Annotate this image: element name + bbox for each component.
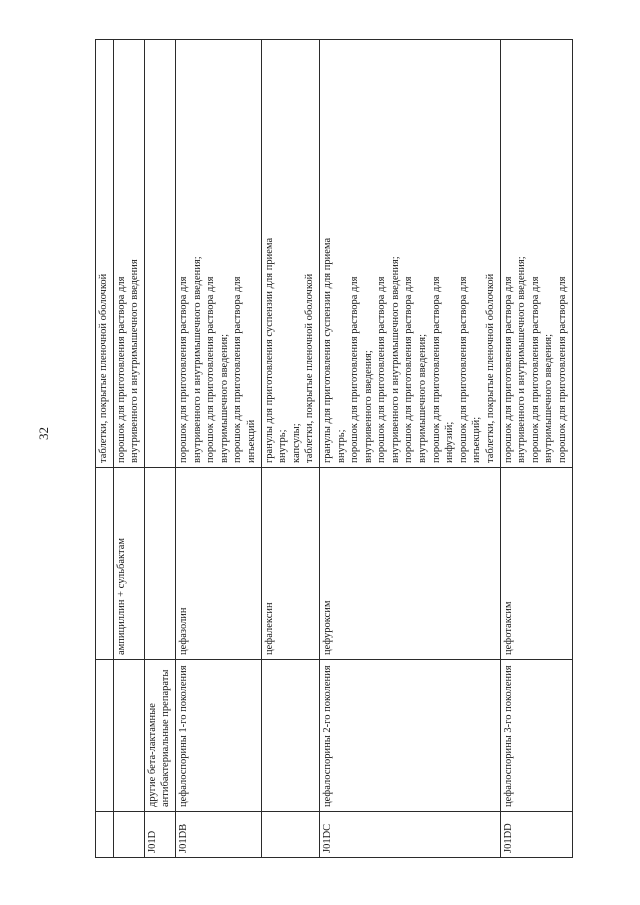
dosage-forms-cell-line: внутривенного и внутримышечного введения; bbox=[389, 256, 401, 463]
dosage-forms-cell bbox=[144, 40, 175, 468]
atc-code-cell bbox=[113, 812, 144, 858]
table-row bbox=[113, 40, 144, 858]
dosage-forms-cell bbox=[319, 40, 500, 468]
dosage-forms-cell bbox=[500, 40, 572, 468]
dosage-forms-cell-line: внутривенного и внутримышечного введения bbox=[129, 259, 141, 463]
dosage-forms-cell-line: порошок для приготовления раствора для bbox=[557, 276, 568, 463]
group-name-cell bbox=[319, 660, 500, 812]
atc-code-cell bbox=[261, 812, 319, 858]
dosage-forms-cell-line: внутривенного и внутримышечного введения; bbox=[516, 256, 528, 463]
group-name-cell bbox=[144, 660, 175, 812]
table-row bbox=[175, 40, 261, 858]
dosage-forms-cell bbox=[113, 40, 144, 468]
dosage-forms-cell bbox=[96, 40, 114, 468]
atc-code-cell: J01DD bbox=[500, 812, 572, 858]
dosage-forms-cell-line: таблетки, покрытые пленочной оболочкой bbox=[304, 273, 316, 463]
dosage-forms-cell-line: внутримышечного введения; bbox=[543, 333, 555, 463]
atc-code-cell: J01D bbox=[144, 812, 175, 858]
group-name-cell-line: другие бета-лактамные bbox=[146, 703, 158, 807]
group-name-cell-line: цефалоспорины 2-го поколения bbox=[321, 665, 333, 807]
dosage-forms-cell-line: таблетки, покрытые пленочной оболочкой bbox=[485, 273, 497, 463]
dosage-forms-cell-line: гранулы для приготовления суспензии для приема bbox=[263, 237, 275, 463]
group-name-cell bbox=[175, 660, 261, 812]
atc-code-cell bbox=[96, 812, 114, 858]
dosage-forms-cell-line: внутрь; bbox=[277, 429, 289, 463]
atc-code-cell: J01DB bbox=[175, 812, 261, 858]
drug-name-cell: цефотаксим bbox=[500, 468, 572, 660]
dosage-forms-cell-line: инъекций bbox=[245, 419, 257, 463]
group-name-cell-line: цефалоспорины 3-го поколения bbox=[502, 665, 514, 807]
drug-name-cell bbox=[96, 468, 114, 660]
group-name-cell-line: цефалоспорины 1-го поколения bbox=[177, 665, 189, 807]
dosage-forms-cell bbox=[175, 40, 261, 468]
dosage-forms-cell-line: внутрь; bbox=[335, 429, 347, 463]
dosage-forms-cell-line: порошок для приготовления раствора для bbox=[115, 276, 127, 463]
dosage-forms-cell-line: гранулы для приготовления суспензии для приема bbox=[321, 237, 333, 463]
group-name-cell-line: антибактериальные препараты bbox=[160, 669, 172, 807]
dosage-forms-cell-line: капсулы; bbox=[290, 423, 302, 463]
atc-table-body bbox=[96, 40, 573, 858]
drug-name-cell: цефалексин bbox=[261, 468, 319, 660]
dosage-forms-cell-line: внутривенного и внутримышечного введения; bbox=[191, 256, 203, 463]
dosage-forms-cell-line: порошок для приготовления раствора для bbox=[349, 276, 361, 463]
group-name-cell bbox=[261, 660, 319, 812]
drug-name-cell: цефазолин bbox=[175, 468, 261, 660]
rotated-page-content bbox=[95, 40, 603, 858]
table-row bbox=[500, 40, 572, 858]
table-row bbox=[96, 40, 114, 858]
dosage-forms-cell-line: внутримышечного введения; bbox=[417, 333, 429, 463]
atc-drug-table bbox=[95, 39, 573, 858]
table-row bbox=[261, 40, 319, 858]
table-row bbox=[319, 40, 500, 858]
drug-name-cell: ампициллин + сульбактам bbox=[113, 468, 144, 660]
dosage-forms-cell-line: инфузий; bbox=[444, 421, 456, 463]
dosage-forms-cell-line: инъекций; bbox=[471, 416, 483, 463]
dosage-forms-cell-line: порошок для приготовления раствора для bbox=[430, 276, 442, 463]
dosage-forms-cell-line: порошок для приготовления раствора для bbox=[502, 276, 514, 463]
atc-code-cell: J01DC bbox=[319, 812, 500, 858]
group-name-cell bbox=[113, 660, 144, 812]
dosage-forms-cell-line: порошок для приготовления раствора для bbox=[205, 276, 217, 463]
group-name-cell bbox=[96, 660, 114, 812]
table-row bbox=[144, 40, 175, 858]
dosage-forms-cell-line: порошок для приготовления раствора для bbox=[177, 276, 189, 463]
dosage-forms-cell-line: порошок для приготовления раствора для bbox=[376, 276, 388, 463]
dosage-forms-cell-line: внутривенного введения; bbox=[362, 350, 374, 463]
dosage-forms-cell-line: порошок для приготовления раствора для bbox=[403, 276, 415, 463]
dosage-forms-cell-line: внутримышечного введения; bbox=[218, 333, 230, 463]
dosage-forms-cell-line: порошок для приготовления раствора для bbox=[529, 276, 541, 463]
dosage-forms-cell bbox=[261, 40, 319, 468]
dosage-forms-cell-line: таблетки, покрытые пленочной оболочкой bbox=[98, 273, 109, 463]
page-number: 32 bbox=[36, 427, 51, 440]
group-name-cell bbox=[500, 660, 572, 812]
drug-name-cell bbox=[144, 468, 175, 660]
drug-name-cell: цефуроксим bbox=[319, 468, 500, 660]
dosage-forms-cell-line: порошок для приготовления раствора для bbox=[232, 276, 244, 463]
dosage-forms-cell-line: порошок для приготовления раствора для bbox=[457, 276, 469, 463]
